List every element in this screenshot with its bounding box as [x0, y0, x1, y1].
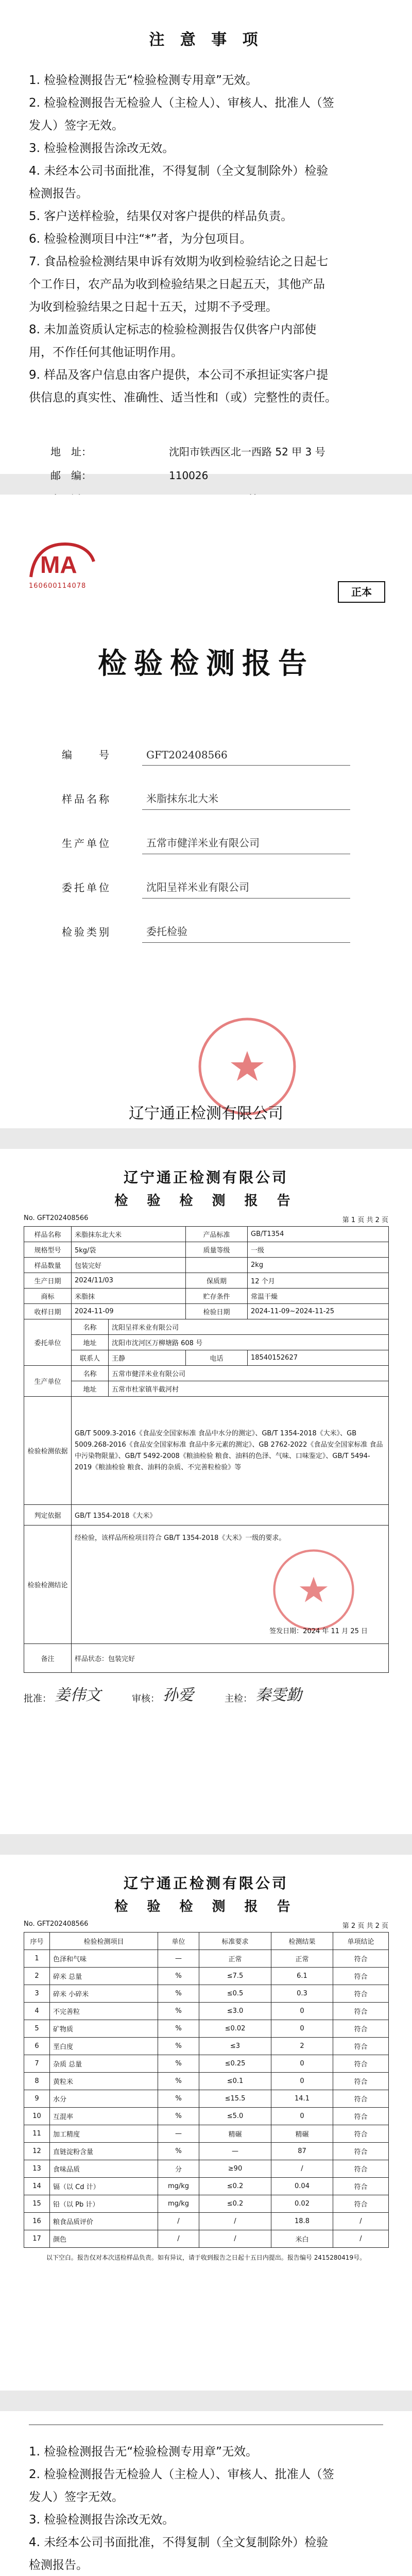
table-cell: ≤0.2: [199, 2178, 271, 2195]
conclusion-label: 检验检测结论: [24, 1526, 72, 1644]
basis-label: 检验检测依据: [24, 1397, 72, 1505]
table-cell: 10: [24, 2108, 50, 2125]
notice-item: 1. 检验检测报告无“检验检测专用章”无效。: [29, 2445, 258, 2459]
table-cell: 镉（以 Cd 计）: [50, 2178, 158, 2195]
notice-item: 4. 未经本公司书面批准，不得复制（全文复制除外）检验: [29, 164, 329, 178]
report-header: [24, 1214, 388, 1224]
note-label: 备注: [24, 1644, 72, 1673]
table-cell: 颜色: [50, 2230, 158, 2248]
table-cell: 14: [24, 2178, 50, 2195]
contact-address: 地 址： 沈阳市铁西区北一西路 52 甲 3 号: [50, 446, 325, 458]
table-row: [24, 2125, 389, 2143]
table-cell: %: [158, 2055, 199, 2073]
notice-item: 6. 检验检测项目中注“*”者，为分包项目。: [29, 232, 252, 246]
judge-text: GB/T 1354-2018《大米》: [72, 1505, 389, 1526]
table-cell: 精碾: [199, 2125, 271, 2143]
table-row: [24, 2108, 389, 2125]
table-cell: 符合: [333, 1968, 389, 1985]
table-cell: mg/kg: [158, 2178, 199, 2195]
table-cell: 0: [271, 2020, 333, 2038]
report-title: 检 验 检 测 报 告: [114, 1899, 298, 1914]
table-cell: —: [158, 1950, 199, 1968]
table-cell: ≤0.5: [199, 1985, 271, 2003]
table-cell: 3: [24, 1985, 50, 2003]
notice-item: 5. 客户送样检验，结果仅对客户提供的样品负责。: [29, 210, 293, 223]
table-cell: 符合: [333, 2178, 389, 2195]
table-cell: 15: [24, 2195, 50, 2213]
results-header-row: 序号 检验检测项目 单位 标准要求 检测结果 单项结论: [24, 1933, 389, 1950]
table-cell: 7: [24, 2055, 50, 2073]
report-number: No. GFT202408566: [24, 1214, 89, 1222]
table-cell: 正常: [199, 1950, 271, 1968]
table-cell: 精碾: [271, 2125, 333, 2143]
tester-signature: 秦雯勤: [255, 1686, 302, 1704]
table-cell: mg/kg: [158, 2195, 199, 2213]
table-cell: %: [158, 2020, 199, 2038]
table-cell: ≤0.1: [199, 2073, 271, 2090]
table-cell: 18.8: [271, 2213, 333, 2230]
notice-list: [29, 2441, 383, 2576]
table-cell: 5: [24, 2020, 50, 2038]
cover-field-client: 委托单位 沈阳呈祥米业有限公司: [62, 854, 350, 899]
table-row: [24, 1968, 389, 1985]
notice-list: [29, 69, 383, 409]
notice-item: 9. 样品及客户信息由客户提供，本公司不承担证实客户提: [29, 368, 329, 382]
producer-label: 生产单位: [24, 1366, 72, 1397]
table-row: [24, 2090, 389, 2108]
table-cell: 6: [24, 2038, 50, 2055]
table-cell: 符合: [333, 1985, 389, 2003]
table-cell: 87: [271, 2143, 333, 2160]
table-cell: %: [158, 2090, 199, 2108]
table-cell: 0: [271, 2108, 333, 2125]
cover-page: [0, 495, 412, 1128]
table-row: [24, 1950, 389, 1968]
table-cell: 不完善粒: [50, 2003, 158, 2020]
table-cell: ≤3: [199, 2038, 271, 2055]
table-cell: 符合: [333, 2143, 389, 2160]
notice-item: 8. 未加盖资质认定标志的检验检测报告仅供客户内部使: [29, 323, 317, 336]
table-row: [24, 2195, 389, 2213]
table-cell: 16: [24, 2213, 50, 2230]
table-cell: 符合: [333, 2003, 389, 2020]
notice-item: 个工作日，农产品为收到检验结果之日起五天，其他产品: [29, 278, 325, 291]
table-cell: 8: [24, 2073, 50, 2090]
notice-item: 供信息的真实性、准确性、适当性和（或）完整性的责任。: [29, 391, 337, 404]
report-number: No. GFT202408566: [24, 1920, 89, 1928]
cover-field-sample: 样品名称 米脂抹东北大米: [62, 766, 350, 810]
notice-item: 3. 检验检测报告涂改无效。: [29, 2513, 175, 2527]
cover-title: 检验检测报告: [98, 647, 314, 681]
judge-label: 判定依据: [24, 1505, 72, 1526]
table-cell: 加工精度: [50, 2125, 158, 2143]
table-cell: 碎米 小碎米: [50, 1985, 158, 2003]
table-cell: ≤7.5: [199, 1968, 271, 1985]
table-cell: /: [158, 2230, 199, 2248]
cover-field-producer: 生产单位 五常市健洋米业有限公司: [62, 810, 350, 854]
table-cell: /: [333, 2213, 389, 2230]
table-cell: ≤0.02: [199, 2020, 271, 2038]
table-cell: 正常: [271, 1950, 333, 1968]
table-cell: %: [158, 2038, 199, 2055]
table-row: [24, 2230, 389, 2248]
table-cell: %: [158, 2108, 199, 2125]
notice-item: 1. 检验检测报告无“检验检测专用章”无效。: [29, 74, 258, 87]
table-cell: 2: [271, 2038, 333, 2055]
table-cell: 铅（以 Pb 计）: [50, 2195, 158, 2213]
notice-item: 为收到检验结果之日起十五天，过期不予受理。: [29, 300, 278, 314]
table-cell: ≤5.0: [199, 2108, 271, 2125]
notice-item: 检测报告。: [29, 187, 88, 200]
table-cell: 11: [24, 2125, 50, 2143]
table-row: [24, 2143, 389, 2160]
table-cell: 直链淀粉含量: [50, 2143, 158, 2160]
report-page-1: [0, 1149, 412, 1834]
table-cell: ≥90: [199, 2160, 271, 2178]
table-cell: 水分: [50, 2090, 158, 2108]
inspection-seal-icon: [270, 1546, 357, 1634]
notice-item: 用，不作任何其他证明作用。: [29, 346, 183, 359]
table-cell: ≤0.25: [199, 2055, 271, 2073]
results-table: [24, 1932, 389, 2248]
table-cell: 符合: [333, 1950, 389, 1968]
table-cell: 黄粒米: [50, 2073, 158, 2090]
table-cell: 粮食品质评价: [50, 2213, 158, 2230]
table-cell: 符合: [333, 2055, 389, 2073]
table-cell: 杂质 总量: [50, 2055, 158, 2073]
table-cell: ≤3.0: [199, 2003, 271, 2020]
table-cell: 0.04: [271, 2178, 333, 2195]
table-cell: 符合: [333, 2195, 389, 2213]
table-cell: 6.1: [271, 1968, 333, 1985]
table-cell: 17: [24, 2230, 50, 2248]
table-cell: 12: [24, 2143, 50, 2160]
notice-item: 发人）签字无效。: [29, 119, 124, 132]
table-cell: —: [199, 2143, 271, 2160]
report-organization: 辽宁通正检测有限公司: [123, 1169, 288, 1186]
notice-item: 7. 食品检验检测结果申诉有效期为收到检验结论之日起七: [29, 255, 329, 268]
table-cell: 色泽和气味: [50, 1950, 158, 1968]
cma-number: 160600114078: [29, 582, 87, 590]
table-cell: ≤0.2: [199, 2195, 271, 2213]
notice-page: [0, 0, 412, 482]
report-header: [24, 1920, 388, 1930]
table-cell: 0: [271, 2073, 333, 2090]
table-cell: 14.1: [271, 2090, 333, 2108]
table-row: [24, 2160, 389, 2178]
notice-item: 4. 未经本公司书面批准，不得复制（全文复制除外）检验: [29, 2536, 329, 2549]
approver-signature: 姜伟文: [55, 1686, 101, 1704]
table-cell: /: [158, 2213, 199, 2230]
table-row: [24, 2213, 389, 2230]
conclusion-text: 经检验，该样品所检项目符合 GB/T 1354-2018《大米》一级的要求。: [75, 1534, 286, 1542]
table-cell: 米白: [271, 2230, 333, 2248]
table-cell: /: [199, 2230, 271, 2248]
svg-text:MA: MA: [40, 551, 77, 578]
table-cell: /: [199, 2213, 271, 2230]
table-cell: 符合: [333, 2125, 389, 2143]
table-cell: 符合: [333, 2038, 389, 2055]
table-cell: 0.3: [271, 1985, 333, 2003]
table-cell: %: [158, 2073, 199, 2090]
table-cell: %: [158, 1985, 199, 2003]
notice-page-repeat: [0, 2411, 412, 2576]
table-cell: ≤15.5: [199, 2090, 271, 2108]
original-copy-badge: 正本: [338, 581, 385, 603]
table-cell: 4: [24, 2003, 50, 2020]
table-cell: 分: [158, 2160, 199, 2178]
reviewer-signature: 孙爱: [163, 1686, 194, 1704]
table-cell: 互混率: [50, 2108, 158, 2125]
cover-field-category: 检验类别 委托检验: [62, 899, 350, 943]
table-cell: 垩白度: [50, 2038, 158, 2055]
table-cell: 食味品质: [50, 2160, 158, 2178]
report-organization: 辽宁通正检测有限公司: [123, 1875, 288, 1892]
table-cell: %: [158, 2143, 199, 2160]
table-cell: 矿物质: [50, 2020, 158, 2038]
table-row: [24, 2073, 389, 2090]
report-footnote: 以下空白。报告仅对本次送检样品负责。如有异议，请于收到报告之日起十五日内提出。报告编号 2415280419号。: [46, 2254, 366, 2261]
report-title: 检 验 检 测 报 告: [114, 1193, 298, 1209]
cma-logo-icon: [29, 541, 96, 579]
notice-item: 3. 检验检测报告涂改无效。: [29, 142, 175, 155]
cover-field-number: 编 号 GFT202408566: [62, 721, 350, 766]
table-cell: /: [271, 2160, 333, 2178]
note-text: 样品状态：包装完好: [72, 1644, 389, 1673]
table-cell: 符合: [333, 2090, 389, 2108]
table-cell: 碎米 总量: [50, 1968, 158, 1985]
cma-logo: [29, 541, 111, 590]
table-cell: 符合: [333, 2160, 389, 2178]
notice-item: 2. 检验检测报告无检验人（主检人）、审核人、批准人（签: [29, 96, 334, 110]
report-info-table: 样品名称 米脂抹东北大米 产品标准 GB/T1354 规格型号 5kg/袋 质量等级 一级 样品数量 包装完好 2kg 生产日期 2024/11/03 保质期 12 个月 商标 米脂抹 贮存条件 常温干燥 收样日期 2024-11-09 检验日期 2024-11-09~2024-11-25 委托单位 名称 沈阳呈祥米业有限公司 地址 沈阳市沈河区万柳塘路 608 号 联系人 王静 电话 18540152627 生产单位 名称 五常市健洋米业有限公司 地址 五常市杜家镇半截河村 检验检测依据 GB/T 5009.3-2016《食品安全国家标准 食品中水分的测定》、GB/T 1354-2018《大米》、GB 5009.268-2016《食品安全国家标准 食品中多元素的测定》、GB 2762-2022《食品安全国家标准 食品中污染物限量》、GB/T 5492-2008《粮油检验 粮食、油料的色泽、气味、口味鉴定》、GB/T 5494-2019《粮油检验 粮食、油料的杂质、不完善粒检验》等 判定依据 GB/T 1354-2018《大米》 检验检测结论 经检验，该样品所检项目符合 GB/T 1354-2018《大米》一级的要求。 签发日期：2024 年 11 月 25 日 备注 样品状态：包装完好: [24, 1226, 389, 1673]
signature-row: 批准： 姜伟文 审核： 孙爱 主检： 秦雯勤: [24, 1682, 388, 1705]
table-cell: 符合: [333, 2108, 389, 2125]
table-cell: 1: [24, 1950, 50, 1968]
notice-item: 检测报告。: [29, 2558, 88, 2572]
report-page-2: [0, 1855, 412, 2391]
table-row: [24, 2003, 389, 2020]
notice-item: 发人）签字无效。: [29, 2490, 124, 2504]
sign-date: 签发日期：2024 年 11 月 25 日: [269, 1628, 368, 1635]
notice-item: 2. 检验检测报告无检验人（主检人）、审核人、批准人（签: [29, 2468, 334, 2481]
table-cell: %: [158, 2003, 199, 2020]
table-cell: —: [158, 2125, 199, 2143]
cover-organization: 辽宁通正检测有限公司: [129, 1105, 283, 1123]
table-cell: 符合: [333, 2073, 389, 2090]
table-row: [24, 1985, 389, 2003]
table-cell: 符合: [333, 2020, 389, 2038]
table-cell: 0.02: [271, 2195, 333, 2213]
table-cell: 0: [271, 2055, 333, 2073]
table-cell: 2: [24, 1968, 50, 1985]
page-number: 第 1 页 共 2 页: [342, 1216, 388, 1224]
table-row: [24, 2178, 389, 2195]
table-row: [24, 2055, 389, 2073]
table-cell: 0: [271, 2003, 333, 2020]
contact-postcode: 邮 编： 110026: [50, 469, 209, 482]
table-row: [24, 2020, 389, 2038]
table-row: [24, 2038, 389, 2055]
table-cell: 9: [24, 2090, 50, 2108]
table-cell: /: [333, 2230, 389, 2248]
client-label: 委托单位: [24, 1319, 72, 1366]
table-cell: %: [158, 1968, 199, 1985]
cover-fields: [62, 721, 350, 943]
notice-title: 注 意 事 项: [149, 31, 263, 49]
page-number: 第 2 页 共 2 页: [342, 1922, 388, 1930]
basis-text: GB/T 5009.3-2016《食品安全国家标准 食品中水分的测定》、GB/T 1354-2018《大米》、GB 5009.268-2016《食品安全国家标准 食品中多元素的测定》、GB 2762-2022《食品安全国家标准 食品中污染物限量》、GB/T 5492-2008《粮油检验 粮食、油料的色泽、气味、口味鉴定》、GB/T 5494-2019《粮油检验 粮食、油料的杂质、不完善粒检验》等: [72, 1397, 389, 1505]
table-cell: 13: [24, 2160, 50, 2178]
